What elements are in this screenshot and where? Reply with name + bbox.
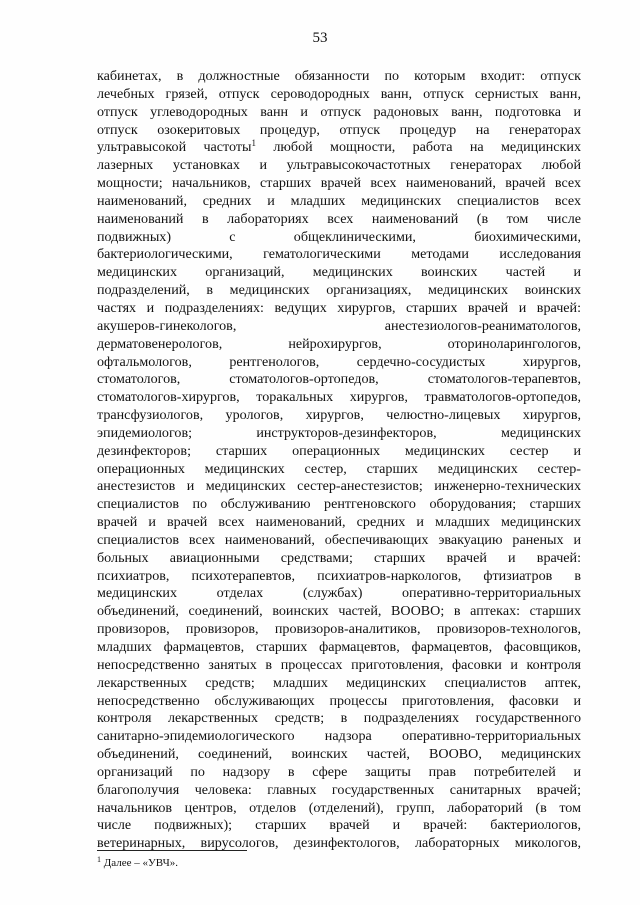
text-line: эпидемиологов; инструкторов-дезинфекторов, медицинских (97, 424, 581, 441)
text-line: отпуск озокеритовых процедур, отпуск процедур на генераторах (97, 121, 581, 138)
text-line: провизоров, провизоров, провизоров-аналитиков, провизоров-технологов, (97, 621, 581, 638)
text-line: больных авиационными средствами; старших врачей и врачей: (97, 549, 581, 566)
text-line: стоматологов-хирургов, торакальных хирургов, травматологов-ортопедов, (97, 389, 581, 406)
text-line: психиатров, психотерапевтов, психиатров-наркологов, фтизиатров в (97, 567, 581, 584)
text-line: объединений, соединений, воинских частей, ВООВО, медицинских (97, 746, 581, 763)
text-line: бактериологическими, гематологическими методами исследования (97, 246, 581, 263)
text-line: благополучия человека: главных государственных санитарных врачей; (97, 781, 581, 798)
text-line: непосредственно занятых в процессах приготовления, фасовки и контроля (97, 656, 581, 673)
text-line: офтальмологов, рентгенологов, сердечно-сосудистых хирургов, (97, 353, 581, 370)
footnote-ref: 1 (251, 138, 257, 149)
text-line: непосредственно обслуживающих процессы приготовления, фасовки и (97, 692, 581, 709)
text-line: акушеров-гинекологов, анестезиологов-реаниматологов, (97, 317, 581, 334)
page-number: 53 (312, 30, 328, 46)
text-line: операционных медицинских сестер, старших медицинских сестер- (97, 460, 581, 477)
text-line: подразделений, в медицинских организациях, медицинских воинских (97, 282, 581, 299)
text-line: отпуск углеводородных ванн и отпуск радоновых ванн, подготовка и (97, 103, 581, 120)
text-line: дерматовенерологов, нейрохирургов, оториноларингологов, (97, 335, 581, 352)
text-line: подвижных) с общеклиническими, биохимическими, (97, 228, 581, 245)
text-line: трансфузиологов, урологов, хирургов, челюстно-лицевых хирургов, (97, 407, 581, 424)
text-line: медицинских отделах (службах) оперативно-территориальных (97, 585, 581, 602)
text-line: анестезистов и медицинских сестер-анестезистов; инженерно-технических (97, 478, 581, 495)
text-line: мощности; начальников, старших врачей всех наименований, врачей всех (97, 175, 581, 192)
text-line: врачей и врачей всех наименований, средних и младших медицинских (97, 514, 581, 531)
text-line: наименований, средних и младших медицинских специалистов всех (97, 192, 581, 209)
text-line: организаций по надзору в сфере защиты прав потребителей и (97, 763, 581, 780)
text-line: контроля лекарственных средств; в подразделениях государственного (97, 710, 581, 727)
text-line: стоматологов, стоматологов-ортопедов, стоматологов-терапевтов, (97, 371, 581, 388)
text-fragment: любой мощности, работа на медицинских (273, 139, 581, 156)
text-fragment: ультравысокой частоты (97, 139, 252, 156)
text-line: специалистов всех наименований, обеспечивающих эвакуацию раненых и (97, 531, 581, 548)
text-line: лечебных грязей, отпуск сероводородных ванн, отпуск сернистых ванн, (97, 85, 581, 102)
text-line: младших фармацевтов, старших фармацевтов, фармацевтов, фасовщиков, (97, 639, 581, 655)
body-text (97, 68, 581, 853)
footnote-text: Далее – «УВЧ». (103, 857, 178, 869)
footnote-divider (97, 850, 247, 851)
footnote (97, 857, 497, 869)
footnote-marker: 1 (97, 855, 101, 864)
text-line: санитарно-эпидемиологического надзора оперативно-территориальных (97, 728, 581, 745)
text-line: специалистов по обслуживанию рентгеновского оборудования; старших (97, 496, 581, 513)
text-line: частях и подразделениях: ведущих хирургов, старших врачей и врачей: (97, 299, 581, 316)
text-line (97, 139, 581, 157)
text-line: ветеринарных, вирусологов, дезинфектологов, лабораторных микологов, (97, 835, 581, 852)
text-line: наименований в лабораториях всех наименований (в том числе (97, 210, 581, 227)
text-line: лекарственных средств; младших медицинских специалистов аптек, (97, 674, 581, 691)
text-line: начальников центров, отделов (отделений), групп, лабораторий (в том (97, 799, 581, 816)
text-line: числе подвижных); старших врачей и врачей: бактериологов, (97, 817, 581, 834)
text-line: кабинетах, в должностные обязанности по которым входит: отпуск (97, 68, 581, 84)
text-line: медицинских организаций, медицинских воинских частей и (97, 264, 581, 281)
text-line: объединений, соединений, воинских частей, ВООВО; в аптеках: старших (97, 603, 581, 620)
text-line: лазерных установках и ультравысокочастотных генераторах любой (97, 157, 581, 174)
text-line: дезинфекторов; старших операционных медицинских сестер и (97, 442, 581, 459)
